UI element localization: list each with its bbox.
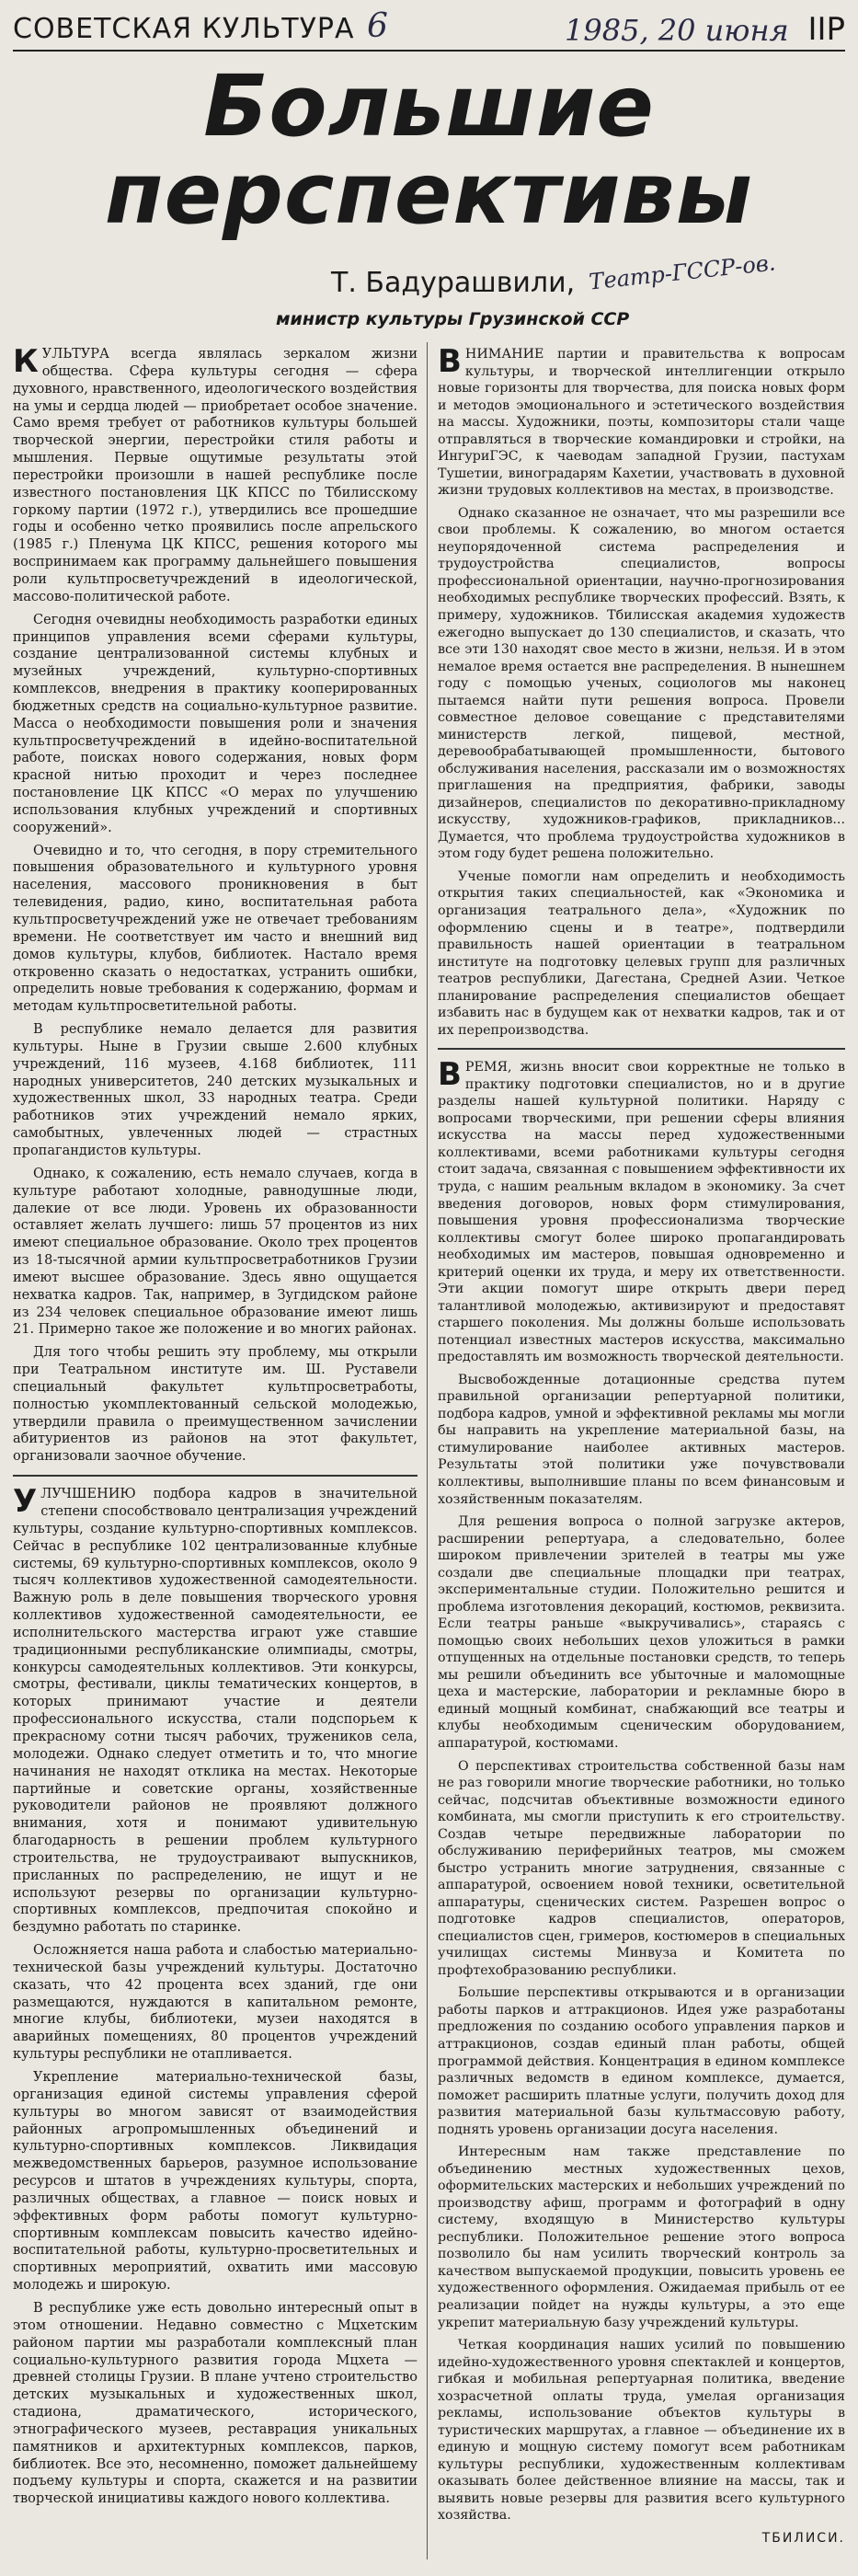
drop-cap: В [438,346,462,380]
article-column-right [438,346,845,2563]
article-paragraph: Однако сказанное не означает, что мы разрешили все свои проблемы. К сожалению, во многом остается неупорядоченной система распределения и трудоустройства специалистов, вопросы профессиональной ориентации, научно-прогнозирования необходимых республике творческих профессий. Взять, к примеру, художников. Тбилисская академия художеств ежегодно выпускает до 130 специалистов, и сказать, что все эти 130 находят свое место в жизни, нельзя. И в этом немалое время остается вне распределения. В нынешнем году с помощью ученых, социологов мы наконец пытаемся найти пути решения вопроса. Провели совместное деловое совещание с представителями министерств легкой, пищевой, местной, деревообрабатывающей промышленности, бытового обслуживания населения, рассказали им о возможностях приглашения на предприятия, фабрики, заводы дизайнеров, специалистов по декоративно-прикладному искусству, художников-графиков, прикладников... Думается, что проблема трудоустройства художников в этом году будет решена положительно. [438,505,845,862]
section-divider [438,1048,845,1050]
handwritten-page-number: 6 [367,7,388,45]
article-paragraph: Ученые помогли нам определить и необходимость открытия таких специальностей, как «Экономика и организация театрального дела», «Художник по оформлению сцены и в театре», подтвердили правильность нашей ориентации в театральном институте на подготовку целевых групп для различных театров республики, Дагестана, Средней Азии. Четкое планирование распределения специалистов обещает избавить нас в будущем как от нехватки кадров, так и от их перепроизводства. [438,868,845,1038]
article-paragraph: Сегодня очевидны необходимость разработки единых принципов управления всеми сферами культуры, создание централизованной системы клубных и музейных учреждений, культурно-спортивных комплексов, внедрения в практику кооперированных бюджетных средств на социально-культурное развитие. Масса о необходимости повышения роли и значения культпросветучреждений в идейно-воспитательной работе, поисках нового содержания, новых форм красной нитью проходит и через последнее постановление ЦК КПСС «О мерах по улучшению использования клубных учреждений и спортивных сооружений». [13,612,418,835]
article-paragraph: Четкая координация наших усилий по повышению идейно-художественного уровня спектаклей и концертов, гибкая и мобильная репертуарная политика, введение хозрасчетной оплаты труда, умелая организация рекламы, использование объектов культуры в туристических маршрутах, а главное — объединение их в единую и мощную систему помогут всем работникам культуры республики, художественным коллективам оказывать более действенное влияние на массы, так и выявить новые резервы для развития всего культурного хозяйства. [438,2338,845,2524]
article-paragraph: Высвобожденные дотационные средства путем правильной организации репертуарной политики, подбора кадров, умной и эффективной рекламы мы могли бы направить на укрепление материальной базы, на стимулирование наиболее активных мастеров. Результаты этой политики уже почувствовали коллективы, выполнившие планы по всем финансовым и хозяйственным показателям. [438,1372,845,1507]
article-paragraph: Однако, к сожалению, есть немало случаев, когда в культуре работают холодные, равнодушные люди, далекие от все люди. Уровень их образованности оставляет желать лучшего: лишь 57 процентов из них имеют специальное образование. Около трех процентов из 18-тысячной армии культпросветработников Грузии имеют высшее образование. Здесь явно ощущается нехватка кадров. Так, например, в Зугдидском районе из 234 человек специальное образование имеют лишь 21. Примерно такое же положение и во многих районах. [13,1166,418,1338]
newspaper-name: СОВЕТСКАЯ КУЛЬТУРА [13,13,355,45]
article-paragraph: ВРЕМЯ, жизнь вносит свои корректные не только в практику подготовки специалистов, но и в другие разделы нашей культурной политики. Наряду с вопросами творческими, при решении сферы влияния искусства на массы перед художественными коллективами, всеми работниками культуры сегодня стоит задача, связанная с повышением эффективности их труда, с нашим реальным вкладом в экономику. За счет введения договоров, новых форм стимулирования, повышения уровня профессионализма творческие коллективы смогут более широко пропагандировать необходимых им мастеров, повышая одновременно и критерий оценки их труда, и меру их ответственности. Эти акции помогут шире открыть двери перед талантливой молодежью, активизируют и предоставят старшего поколения. Мы должны больше использовать потенциал известных мастеров искусства, максимально предоставлять им возможность творческой деятельности. [438,1056,845,1365]
masthead [13,7,845,52]
author-name: Т. Бадурашвили, [331,267,576,299]
article-paragraph: УЛУЧШЕНИЮ подбора кадров в значительной степени способствовало централизация учреждений культуры, создание культурно-спортивных комплексов. Сейчас в республике 102 централизованные клубные системы, 69 культурно-спортивных комплексов, около 9 тысяч коллективов художественной самодеятельности. Важную роль в деле повышения творческого уровня коллективов художественной самодеятельности, ее исполнительского мастерства играют уже ставшие традиционными республиканские олимпиады, смотры, конкурсы самодеятельных коллективов. Эти конкурсы, смотры, фестивали, циклы тематических концертов, в которых принимают участие и деятели профессионального искусства, стали подспорьем к прекрасному сотни тысяч рабочих, тружеников села, молодежи. Однако следует отметить и то, что многие начинания не находят отклика на местах. Некоторые партийные и советские органы, хозяйственные руководители районов не проявляют должного внимания, хотя и понимают удивительную благодарность в решении проблем культурного строительства, не трудоустраивают выпускников, присланных по распределению, не ищут и не используют резервы по организации культурно-спортивных комплексов, предпочитая спокойно и бездумно работать по старинке. [13,1483,418,1936]
drop-cap: В [438,1056,462,1094]
article-paragraph: О перспективах строительства собственной базы нам не раз говорили многие творческие работники, но только сейчас, подсчитав объективные возможности единого комбината, мы смогли приступить к его строительству. Создав четыре передвижные лаборатории по обслуживанию периферийных театров, мы сможем быстро устранить многие затруднения, связанные с аппаратурой, освоением новой техники, осветительной аппаратуры, сценических систем. Разрешен вопрос о подготовке кадров специалистов, операторов, специалистов сцен, гримеров, костюмеров в специальных училищах системы Минвуза и Комитета по профтехобразованию республики. [438,1758,845,1978]
article-column-left [13,346,418,2563]
article-paragraph: Интересным нам также представление по объединению местных художественных цехов, оформительских мастерских и небольших учреждений по производству афиш, программ и фотографий в одну систему, входящую в Министерство культуры республики. Положительное решение этого вопроса позволило бы нам усилить творческий контроль за качеством выпускаемой продукции, повысить уровень ее художественного оформления. Ожидаемая прибыль от ее реализации пойдет на нужды культуры, а это еще укрепит материальную базу учреждений культуры. [438,2145,845,2330]
article-paragraph: Для того чтобы решить эту проблему, мы открыли при Театральном институте им. Ш. Руставели специальный факультет культпросветработы, полностью укомплектованный сельской молодежью, утвердили правила о преимущественном зачислении абитуриентов из районов на этот факультет, организовали заочное обучение. [13,1345,418,1465]
article-paragraph: Очевидно и то, что сегодня, в пору стремительного повышения образовательного и культурного уровня населения, массового проникновения в быт телевидения, радио, кино, воспитательная работа культпросветучреждений уже не отвечает требованиям времени. Не соответствует им часто и внешний вид домов культуры, клубов, библиотек. Настало время откровенно сказать о недостатках, устранить ошибки, определить новые требования к содержанию, формам и методам культпросветительной работы. [13,843,418,1015]
dateline-city: ТБИЛИСИ. [761,2530,845,2546]
article-paragraph: Осложняется наша работа и слабостью материально-технической базы учреждений культуры. Достаточно сказать, что 42 процента всех зданий, где они размещаются, нуждаются в капитальном ремонте, многие клубы, библиотеки, музеи находятся в аварийных помещениях, 80 процентов учреждений культуры республики не отапливается. [13,1943,418,2063]
handwritten-date: 1985, 20 июня [565,13,789,48]
column-divider [427,342,428,2559]
handwritten-note: Театр-ГССР-ов. [588,249,777,295]
article-paragraph: Для решения вопроса о полной загрузке актеров, расширении репертуара, а следовательно, более широком привлечении зрителей в театры мы уже создали две специальные площадки при театрах, экспериментальные студии. Положительно решится и проблема изготовления декораций, костюмов, реквизита. Если театры раньше «выкручивались», стараясь с помощью своих небольших цехов уложиться в рамки отпущенных на отдельные постановки средств, то теперь мы решили объединить все убыточные и маломощные цеха и мастерские, лаборатории и рекламные бюро в единый мощный комбинат, снабжающий все театры и клубы необходимым сценическим оборудованием, аппаратурой, костюмами. [438,1514,845,1751]
author-role: министр культуры Грузинской ССР [276,309,630,329]
page-code: IIР [807,11,845,48]
article-paragraph: В республике немало делается для развития культуры. Ныне в Грузии свыше 2.600 клубных учреждений, 116 музеев, 4.168 библиотек, 111 народных университетов, 240 детских музыкальных и художественных школ, 33 народных театра. Среди работников этих учреждений немало ярких, самобытных, увлеченных людей — страстных пропагандистов культуры. [13,1022,418,1158]
article-paragraph: КУЛЬТУРА всегда являлась зеркалом жизни общества. Сфера культуры сегодня — сфера духовного, нравственного, идеологического воздействия на умы и сердца людей — приобретает особое значение. Само время требует от работников культуры большей творческой энергии, перестройки стиля работы и мышления. Первые ощутимые результаты этой перестройки произошли в нашей республике после известного постановления ЦК КПСС по Тбилисскому горкому партии (1972 г.), утвердились все прошедшие годы и особенно четко проявились после апрельского (1985 г.) Пленума ЦК КПСС, решения которого мы воспринимаем как программу дальнейшего повышения роли культпросветучреждений в идеологической, массово-политической работе. [13,346,418,604]
article-paragraph: В республике уже есть довольно интересный опыт в этом отношении. Недавно совместно с Мцхетским районом партии мы разработали комплексный план социально-культурного развития города Мцхета — древней столицы Грузии. В плане учтено строительство детских музыкальных и художественных школ, стадиона, драматического, исторического, этнографического музеев, реставрация уникальных памятников и архитектурных комплексов, парков, библиотек. Все это, несомненно, поможет дальнейшему подъему культуры и спорта, скажется и на развитии творческой инициативы каждого нового коллектива. [13,2300,418,2507]
headline-line-2: перспективы [105,144,753,243]
article-paragraph: Укрепление материально-технической базы, организация единой системы управления сферой культуры во многом зависят от взаимодействия районных агропромышленных объединений и культурно-спортивных комплексов. Ликвидация межведомственных барьеров, разумное использование ресурсов и штатов в учреждениях культуры, спорта, различных обществах, а главное — поиск новых и эффективных форм работы помогут культурно-спортивным комплексам повысить качество идейно-воспитательной работы, культурно-просветительных и спортивных мероприятий, охватить ими массовую молодежь и широкую. [13,2070,418,2294]
drop-cap: К [13,346,39,380]
article-paragraph: ВНИМАНИЕ партии и правительства к вопросам культуры, и творческой интеллигенции открыло новые горизонты для творчества, для поиска новых форм и методов эмоционального и эстетического воздействия на массы. Художники, поэты, композиторы стали чаще отправляться в творческие командировки и стройки, на ИнгуриГЭС, к чаеводам западной Грузии, пастухам Тушетии, виноградарям Кахетии, участвовать в духовной жизни трудовых коллективов на местах, в производстве. [438,346,845,499]
article-paragraph: Большие перспективы открываются и в организации работы парков и аттракционов. Идея уже разработаны предложения по созданию особого управления парков и аттракционов, создав единый план работы, общей программой действия. Концентрация в едином комплексе различных ведомств в едином комплексе, думается, поможет расширить платные услуги, получить доход для развития материальной базы культмассовую работу, поднять уровень организации досуга населения. [438,1985,845,2137]
section-divider [13,1475,418,1477]
headline-line-1: Большие [203,57,655,155]
drop-cap: У [13,1483,38,1521]
